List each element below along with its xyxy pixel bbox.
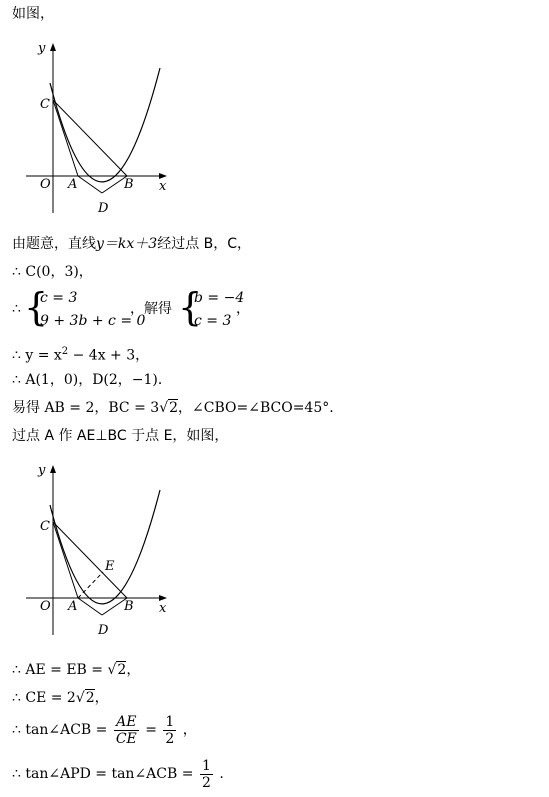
fraction-one-half: $\frac{1}{2}$	[165, 713, 175, 747]
line-ca	[53, 100, 78, 176]
label-y: y	[38, 41, 46, 56]
line-8: ∴ AE = EB = √2，	[12, 662, 141, 678]
line-11: ∴ tan∠APD = tan∠ACB = $\frac{1}{2}$ .	[12, 757, 224, 791]
label-B: B	[124, 177, 134, 192]
label-A: A	[68, 177, 78, 192]
parabola-curve	[50, 490, 160, 604]
label-E: E	[105, 559, 115, 574]
line-6: 易得 AB = 2，BC = 3√2，∠CBO=∠BCO=45°.	[12, 400, 334, 416]
line-cb	[53, 522, 127, 598]
label-x: x	[159, 179, 167, 194]
fraction-one-half-final: $\frac{1}{2}$	[201, 757, 211, 791]
line-10: ∴ tan∠ACB = $\frac{AE}{CE}$ = $\frac{1}{2}$ ，	[12, 713, 197, 747]
fraction-ae-ce: $\frac{AE}{CE}$	[115, 713, 137, 747]
parabola-curve	[50, 68, 160, 182]
label-x: x	[159, 601, 167, 616]
line-4: ∴ $y = x^2 - 4x + 3$，	[12, 346, 150, 364]
label-C: C	[40, 519, 50, 534]
line-9: ∴ CE = 2√2，	[12, 690, 109, 706]
label-O: O	[40, 599, 51, 614]
line-ad	[78, 598, 102, 615]
label-B: B	[124, 599, 134, 614]
label-D: D	[98, 623, 109, 638]
label-O: O	[40, 177, 51, 192]
parabola-figure-1	[20, 38, 180, 218]
line-5: ∴ A(1，0)，D(2，−1)．	[12, 372, 172, 388]
line-3: ∴ { c = 3 9 + 3b + c = 0 ，解得 { b = −4 c = 3 ，	[12, 285, 250, 329]
line-cb	[53, 100, 127, 176]
label-A: A	[68, 599, 78, 614]
label-D: D	[98, 201, 109, 216]
parabola-figure-2	[20, 460, 180, 640]
line-ad	[78, 176, 102, 193]
label-C: C	[40, 97, 50, 112]
line-1: 由题意，直线y＝kx＋3经过点 B，C，	[12, 236, 252, 252]
y-axis-arrow	[50, 465, 56, 473]
line-ae-dashed	[78, 572, 103, 598]
line-7: 过点 A 作 AE⊥BC 于点 E，如图，	[12, 428, 229, 444]
label-y: y	[38, 463, 46, 478]
line-ca	[53, 522, 78, 598]
intro-text: 如图，	[12, 6, 54, 22]
line-2: ∴ C(0，3)，	[12, 264, 93, 280]
y-axis-arrow	[50, 43, 56, 51]
